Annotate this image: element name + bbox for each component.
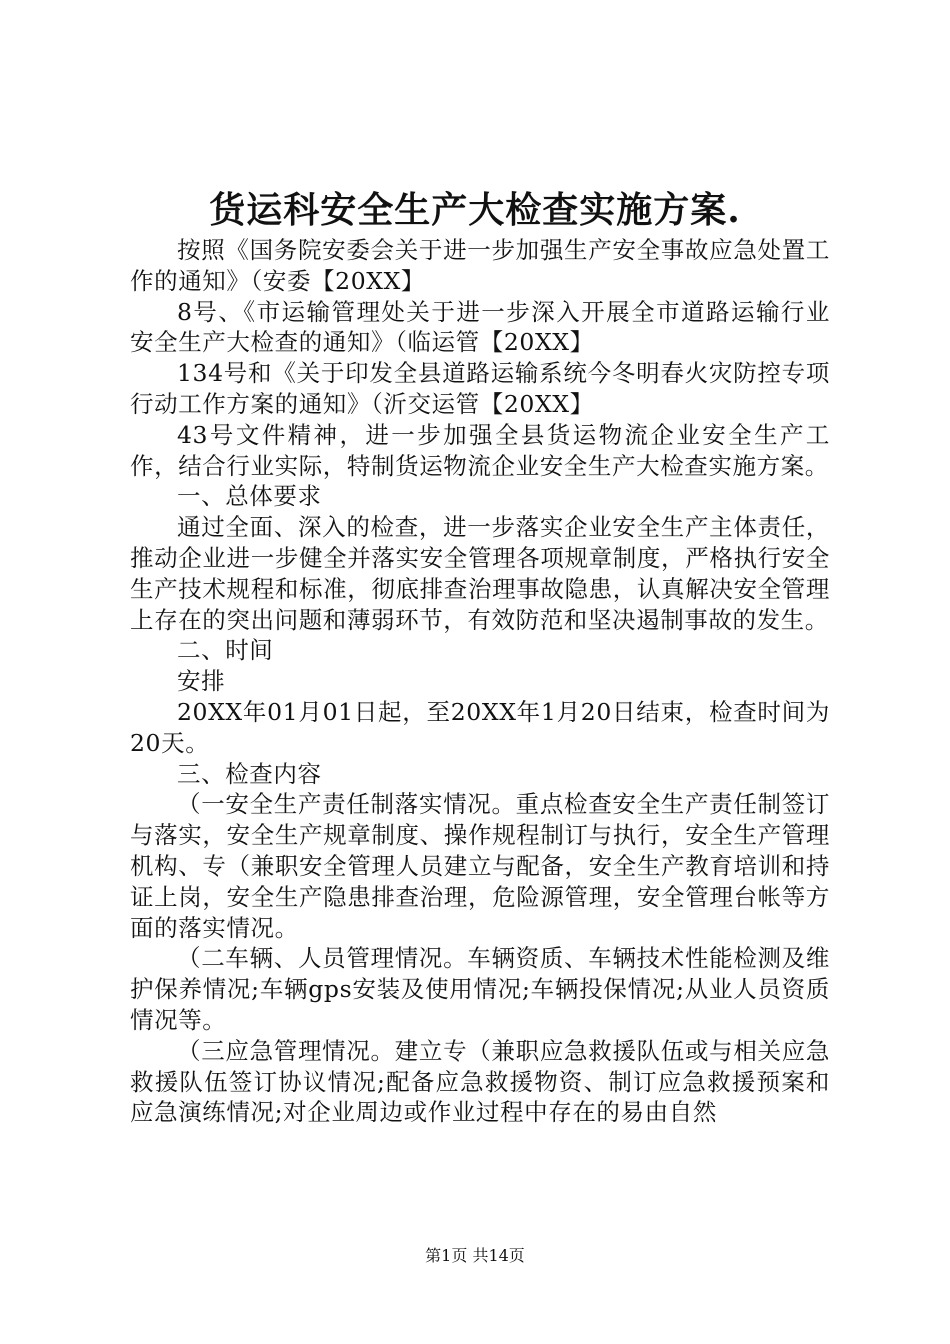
paragraph: （一安全生产责任制落实情况。重点检查安全生产责任制签订与落实，安全生产规章制度、操作规程制订与执行，安全生产管理机构、专（兼职安全管理人员建立与配备，安全生产教育培训和持证上岗，安全生产隐患排查治理，危险源管理，安全管理台帐等方面的落实情况。 (130, 790, 830, 942)
paragraph: （三应急管理情况。建立专（兼职应急救援队伍或与相关应急救援队伍签订协议情况;配备应急救援物资、制订应急救援预案和应急演练情况;对企业周边或作业过程中存在的易由自然 (130, 1036, 830, 1127)
paragraph: 134号和《关于印发全县道路运输系统今冬明春火灾防控专项行动工作方案的通知》（沂交运管【20XX】 (130, 359, 830, 418)
section-heading: 二、时间 (177, 636, 274, 665)
paragraph: 按照《国务院安委会关于进一步加强生产安全事故应急处置工作的通知》（安委【20XX】 (130, 236, 830, 295)
paragraph: 8号、《市运输管理处关于进一步深入开展全市道路运输行业安全生产大检查的通知》（临运管【20XX】 (130, 297, 830, 357)
section-heading: 一、总体要求 (177, 482, 322, 511)
section-heading: 三、检查内容 (177, 759, 322, 788)
paragraph: （二车辆、人员管理情况。车辆资质、车辆技术性能检测及维护保养情况;车辆gps安装及使用情况;车辆投保情况;从业人员资质情况等。 (130, 944, 830, 1034)
paragraph: 43号文件精神，进一步加强全县货运物流企业安全生产工作，结合行业实际，特制货运物流企业安全生产大检查实施方案。 (130, 420, 830, 480)
paragraph: 通过全面、深入的检查，进一步落实企业安全生产主体责任，推动企业进一步健全并落实安全管理各项规章制度，严格执行安全生产技术规程和标准，彻底排查治理事故隐患，认真解决安全管理上存在的突出问题和薄弱环节，有效防范和坚决遏制事故的发生。 (130, 513, 830, 634)
paragraph: 安排 (177, 667, 226, 696)
document-title: 货运科安全生产大检查实施方案. (209, 189, 741, 231)
document-body (130, 235, 830, 1128)
page-footer: 第1页 共14页 (425, 1246, 525, 1265)
paragraph: 20XX年01月01日起，至20XX年1月20日结束，检查时间为20天。 (130, 697, 830, 757)
